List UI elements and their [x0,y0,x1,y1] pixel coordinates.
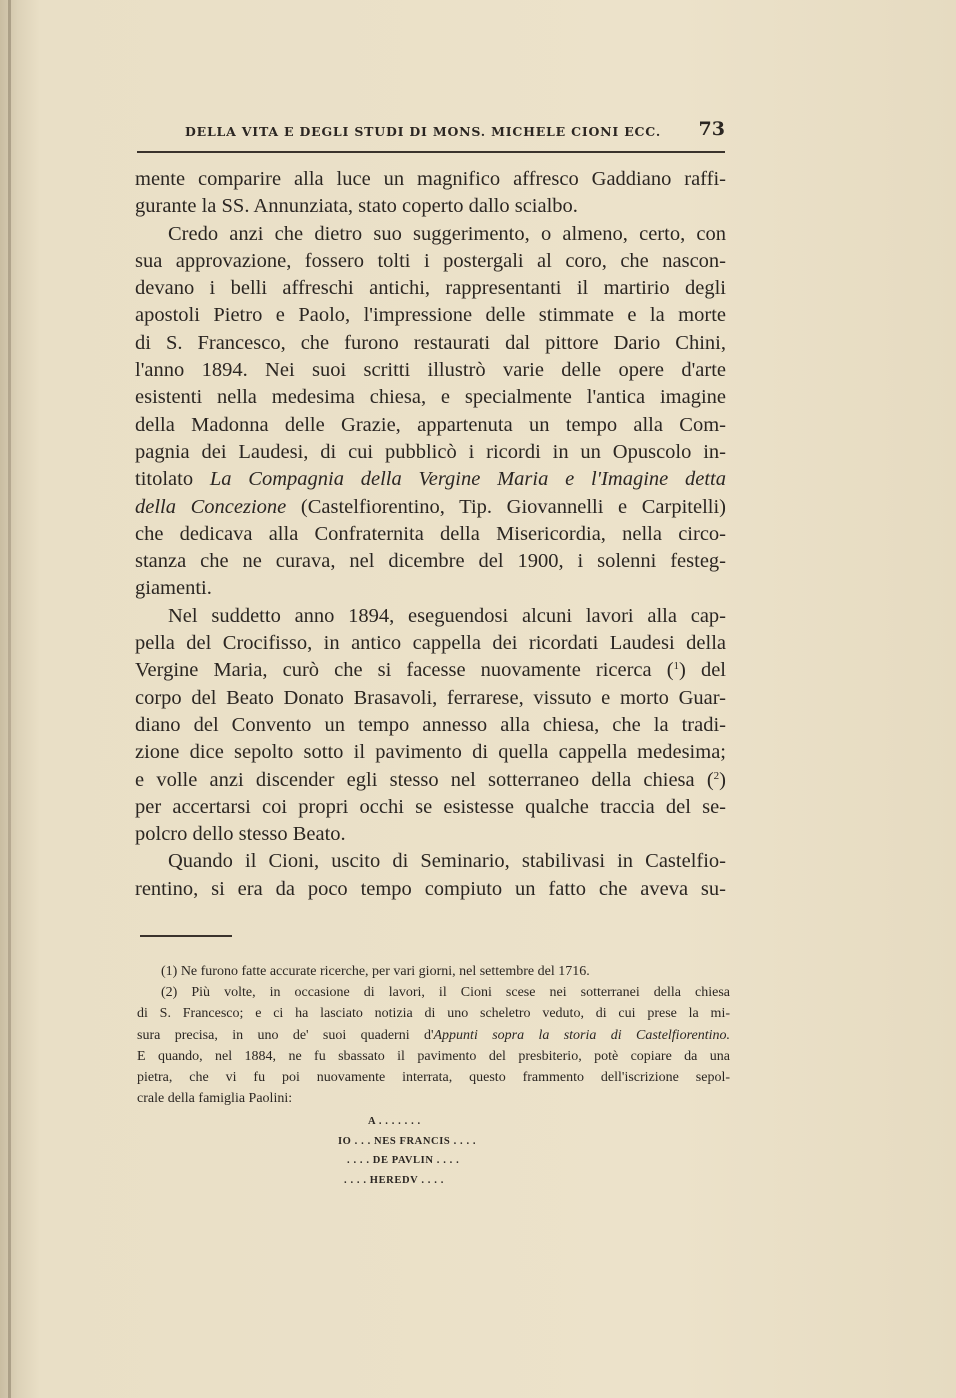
text-segment: ) del [679,659,726,682]
footnote-rule [140,935,232,937]
text-line [135,494,726,521]
text-line [135,466,726,493]
text-line [135,767,726,794]
header-rule [137,151,725,153]
text-line: mente comparire alla luce un magnifico affresco Gaddiano raffi- [135,168,726,190]
text-line: devano i belli affreschi antichi, rappresentanti il martirio degli [135,277,726,300]
text-segment: sura precisa, in uno de' suoi quaderni d' [137,1027,434,1043]
running-header [185,118,725,148]
text-segment: Vergine Maria, curò che si facesse nuovamente ricerca ( [135,659,674,682]
page-number: 73 [698,118,725,140]
text-line: l'anno 1894. Nei suoi scritti illustrò varie delle opere d'arte [135,359,726,382]
text-line: sua approvazione, fossero tolti i postergali al coro, che nascon- [135,249,726,272]
book-title-italic: Appunti sopra la storia di Castelfiorentino. [433,1027,730,1043]
footnote-line [137,1025,730,1046]
text-segment: ) [719,768,726,791]
text-line: apostoli Pietro e Paolo, l'impressione delle stimmate e la morte [135,304,726,327]
footnote-line: E quando, nel 1884, ne fu sbassato il pavimento del presbiterio, potè copiare da una [137,1048,730,1064]
text-line: pagnia dei Laudesi, di cui pubblicò i ricordi in un Opuscolo in- [135,440,726,463]
footnote-line: crale della famiglia Paolini: [137,1091,293,1107]
text-line: gurante la SS. Annunziata, stato coperto dallo scialbo. [135,195,578,218]
text-line: zione dice sepolto sotto il pavimento di quella cappella medesima; [135,741,726,764]
inscription-line: . . . . DE PAVLIN . . . . [347,1155,460,1166]
footnote-line: di S. Francesco; e ci ha lasciato notizia di uno scheletro veduto, di cui prese la mi- [137,1006,730,1022]
text-line: di S. Francesco, che furono restaurati dal pittore Dario Chini, [135,331,726,354]
running-title: DELLA VITA E DEGLI STUDI DI MONS. MICHELE CIONI ECC. [185,124,661,139]
text-segment: e volle anzi discender egli stesso nel sotterraneo della chiesa ( [135,768,714,791]
footnote-line: (1) Ne furono fatte accurate ricerche, per vari giorni, nel settembre del 1716. [161,964,590,979]
inscription-line: . . . . HEREDV . . . . [344,1174,444,1186]
text-line: della Madonna delle Grazie, appartenuta un tempo alla Com- [135,413,726,436]
text-line: giamenti. [135,577,212,600]
book-title-italic: della Concezione [135,495,287,518]
text-line: Credo anzi che dietro suo suggerimento, o almeno, certo, con [168,222,726,245]
text-segment: (Castelfiorentino, Tip. Giovannelli e Carpitelli) [300,495,727,518]
text-line: diano del Convento un tempo annesso alla chiesa, che la tradi- [135,713,726,736]
text-line: per accertarsi coi propri occhi se esistesse qualche traccia del se- [135,795,726,818]
footnote-ref: 1 [673,660,680,673]
book-title-italic: La Compagnia della Vergine Maria e l'Imagine detta [209,468,727,491]
text-line: polcro dello stesso Beato. [135,823,346,846]
book-gutter [8,0,11,1398]
text-line: stanza che ne curava, nel dicembre del 1900, i solenni festeg- [135,550,726,573]
footnote-ref: 2 [713,769,720,782]
footnote-line: pietra, che vi fu poi nuovamente interrata, questo frammento dell'iscrizione sepol- [137,1069,730,1085]
inscription-line: IO . . . NES FRANCIS . . . . [338,1135,477,1147]
text-line: Nel suddetto anno 1894, eseguendosi alcuni lavori alla cap- [168,604,726,627]
inscription-fragment [300,1116,560,1194]
text-line [135,657,726,684]
text-line: corpo del Beato Donato Brasavoli, ferrarese, vissuto e morto Guar- [135,686,726,709]
text-line: pella del Crocifisso, in antico cappella dei ricordati Laudesi della [135,632,726,655]
inscription-line: A . . . . . . . [368,1116,421,1127]
footnote-line: (2) Più volte, in occasione di lavori, il Cioni scese nei sotterranei della chiesa [161,985,730,1001]
text-line: esistenti nella medesima chiesa, e specialmente l'antica imagine [135,386,726,409]
text-line: Quando il Cioni, uscito di Seminario, stabilivasi in Castelfio- [168,850,726,873]
text-line: rentino, si era da poco tempo compiuto un fatto che aveva su- [135,877,726,900]
text-segment: titolato [135,468,194,491]
text-line: che dedicava alla Confraternita della Misericordia, nella circo- [135,522,726,545]
body-text [135,166,726,903]
footnotes [137,961,730,1109]
